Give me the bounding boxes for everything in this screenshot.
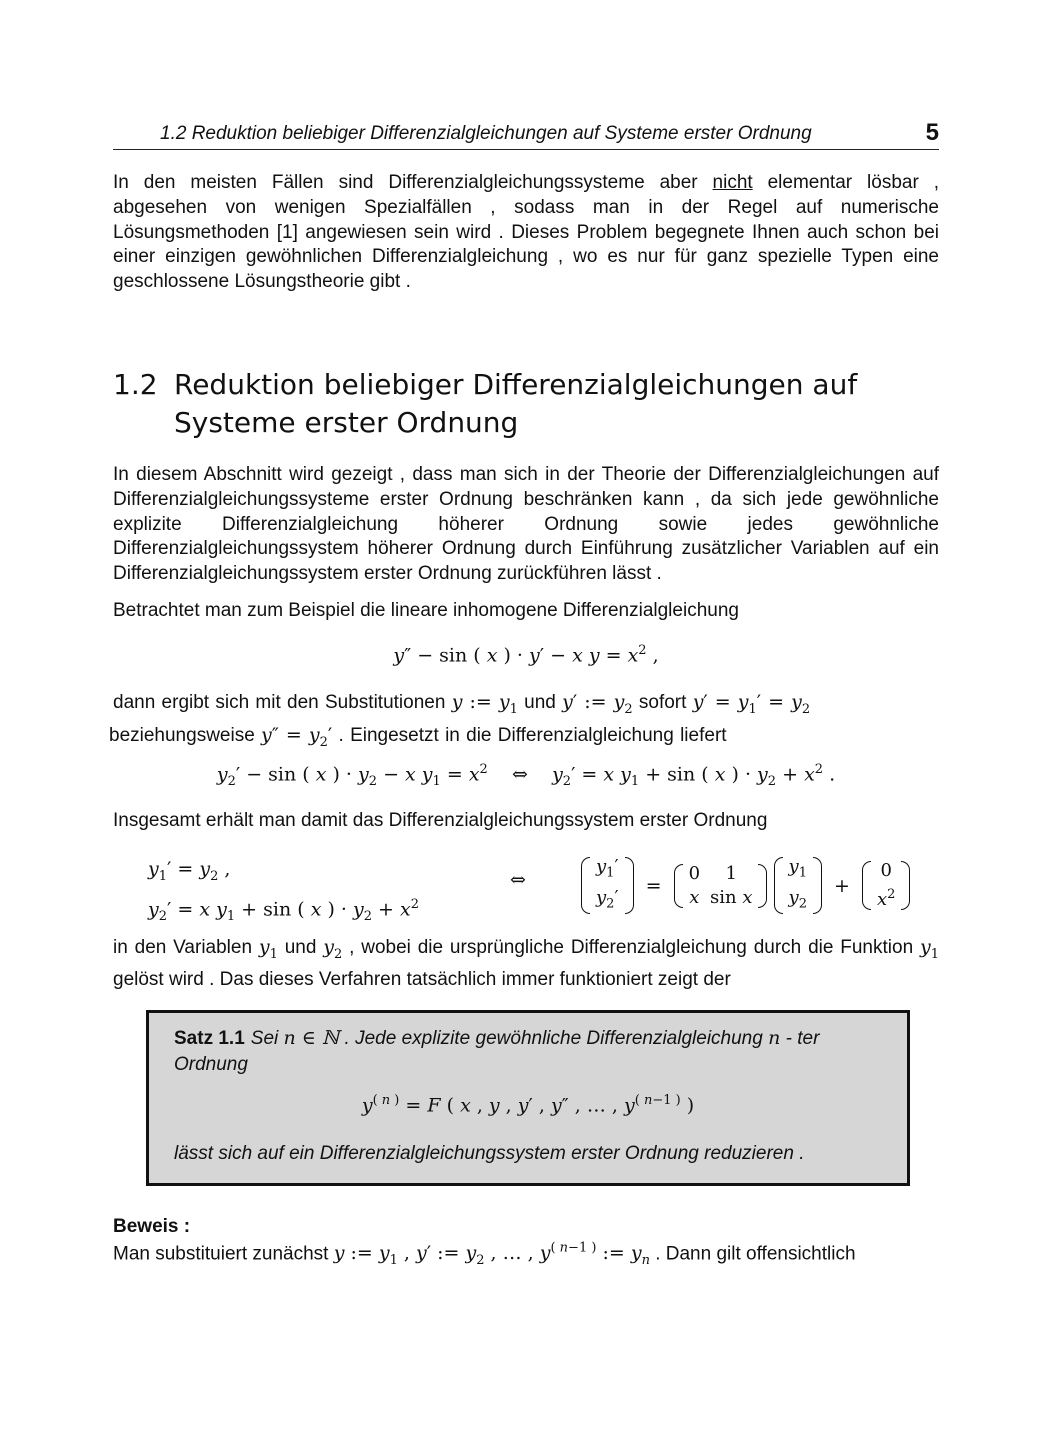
equivalence-symbol: ⇔: [510, 869, 526, 891]
para3-text-c: sofort: [632, 692, 693, 713]
theorem-equation: $y^{( n )} = F$ ( x , y , y′ , y″ , … , $y^{( n-1 )}$ ): [361, 1093, 695, 1117]
proof-substitution: y := $y_1$ , y′ := $y_2$ , … , $y^{( n-1 )}$ := $y_n$: [333, 1241, 650, 1269]
para3-text-a: dann ergibt sich mit den Substitutionen: [113, 692, 452, 713]
var-y1: $y_1$: [258, 936, 278, 962]
subst-y: y := $y_1$: [451, 691, 518, 717]
paragraph-1: In diesem Abschnitt wird gezeigt , dass man sich in der Theorie der Differenzialgleichungen auf Differenzialgleichungssysteme erster Ordnung beschränken kann , da sich jede gewöhnliche explizite Differenzialgleichung höherer Ordnung sowie jedes gewöhnliche Differenzialgleichungssystem höherer Ordnung durch Einführung zusätzlicher Variablen auf ein Differenzialgleichungssystem erster Ordnung zurückführen lässt .: [113, 464, 939, 585]
var-y2: $y_2$: [323, 936, 343, 962]
page-number: 5: [925, 119, 939, 146]
theorem-label: Satz 1.1: [174, 1028, 245, 1049]
proof-text-b: . Dann gilt offensichtlich: [649, 1243, 856, 1265]
theorem-text-c: - ter Ordnung: [174, 1028, 820, 1075]
equation-1: y″ − sin ( x ) · y′ − x $y = x^2$ ,: [393, 643, 659, 667]
para5-text-b: und: [277, 937, 324, 958]
proof-label: Beweis :: [113, 1216, 191, 1237]
intro-paragraph: [113, 171, 939, 295]
section-number: 1.2: [113, 368, 158, 401]
para5-text-a: in den Variablen: [113, 937, 259, 958]
paragraph-2: Betrachtet man zum Beispiel die lineare inhomogene Differenzialgleichung: [113, 600, 739, 621]
intro-text-a: In den meisten Fällen sind Differenzialgleichungssysteme aber: [113, 172, 713, 193]
system-lines: $y_1' = y_2$ , $y_2' = x$ $y_1 + \sin$ ( x ) · $y_2 + x^2$: [148, 858, 419, 924]
proof-text-a: Man substituiert zunächst: [113, 1243, 334, 1265]
running-title: 1.2 Reduktion beliebiger Differenzialgleichungen auf Systeme erster Ordnung: [160, 123, 812, 144]
n-in-naturals: n ∈ ℕ: [283, 1027, 340, 1049]
relation-yprime: $y' = y_1' = y_2$: [692, 691, 811, 717]
paragraph-4: Insgesamt erhält man damit das Differenzialgleichungssystem erster Ordnung: [113, 810, 768, 831]
theorem-text-a: Sei: [250, 1028, 284, 1049]
theorem-statement: [174, 1025, 886, 1078]
paragraph-5: [113, 935, 939, 992]
order-n: n: [768, 1027, 781, 1049]
para3-text-d: beziehungsweise: [109, 724, 262, 746]
coefficient-matrix: 0 1 x sin x: [674, 862, 768, 910]
running-header: [113, 119, 939, 150]
proof-text: [113, 1241, 856, 1268]
theorem-text-b: . Jede explizite gewöhnliche Differenzialgleichung: [339, 1028, 769, 1049]
equation-2: $y_2' - \sin$ ( x ) · $y_2 - x$ $y_1 = x^2$ ⇔ $y_2' = x$ $y_1 + \sin$ ( x ) · $y_2 + x^2$ .: [216, 762, 836, 790]
section-title: Reduktion beliebiger Differenzialgleichungen auf Systeme erster Ordnung: [174, 368, 858, 439]
para3-text-b: und: [517, 692, 563, 713]
para5-text-d: gelöst wird . Das dieses Verfahren tatsächlich immer funktioniert zeigt der: [113, 968, 731, 990]
matrix-equation: $y_1'$ $y_2'$ = 0 1 x sin x $y_1$ $y_2$ + 0 $x^2$: [581, 855, 910, 915]
para3-text-e: . Eingesetzt in die Differenzialgleichung liefert: [332, 724, 727, 746]
emphasis-nicht: nicht: [712, 172, 753, 193]
para5-text-c: , wobei die ursprüngliche Differenzialgleichung durch die Funktion: [342, 937, 920, 958]
paragraph-3: [109, 690, 939, 755]
var-y1-solution: $y_1$: [919, 936, 939, 962]
relation-ydoubleprime: $y'' = y_2'$: [261, 723, 333, 750]
inhomogeneity-vector: 0 $x^2$: [862, 859, 910, 912]
theorem-conclusion: lässt sich auf ein Differenzialgleichungssystem erster Ordnung reduzieren .: [174, 1143, 805, 1164]
intro-text-b: elementar lösbar , abgesehen von wenigen Spezialfällen , sodass man in der Regel auf numerische Lösungsmethoden [1] angewiesen sein wird . Dieses Problem begegnete Ihnen auch schon bei einer einzigen gewöhnlichen Differenzialgleichung , wo es nur für ganz spezielle Typen eine geschlossene Lösungstheorie gibt .: [113, 172, 939, 293]
equation-system: [148, 855, 938, 924]
theorem-box: [146, 1010, 910, 1186]
vector-yprime: $y_1'$ $y_2'$: [581, 855, 634, 916]
vector-y: $y_1$ $y_2$: [774, 855, 822, 916]
subst-yprime: y′ := $y_2$: [562, 691, 633, 717]
